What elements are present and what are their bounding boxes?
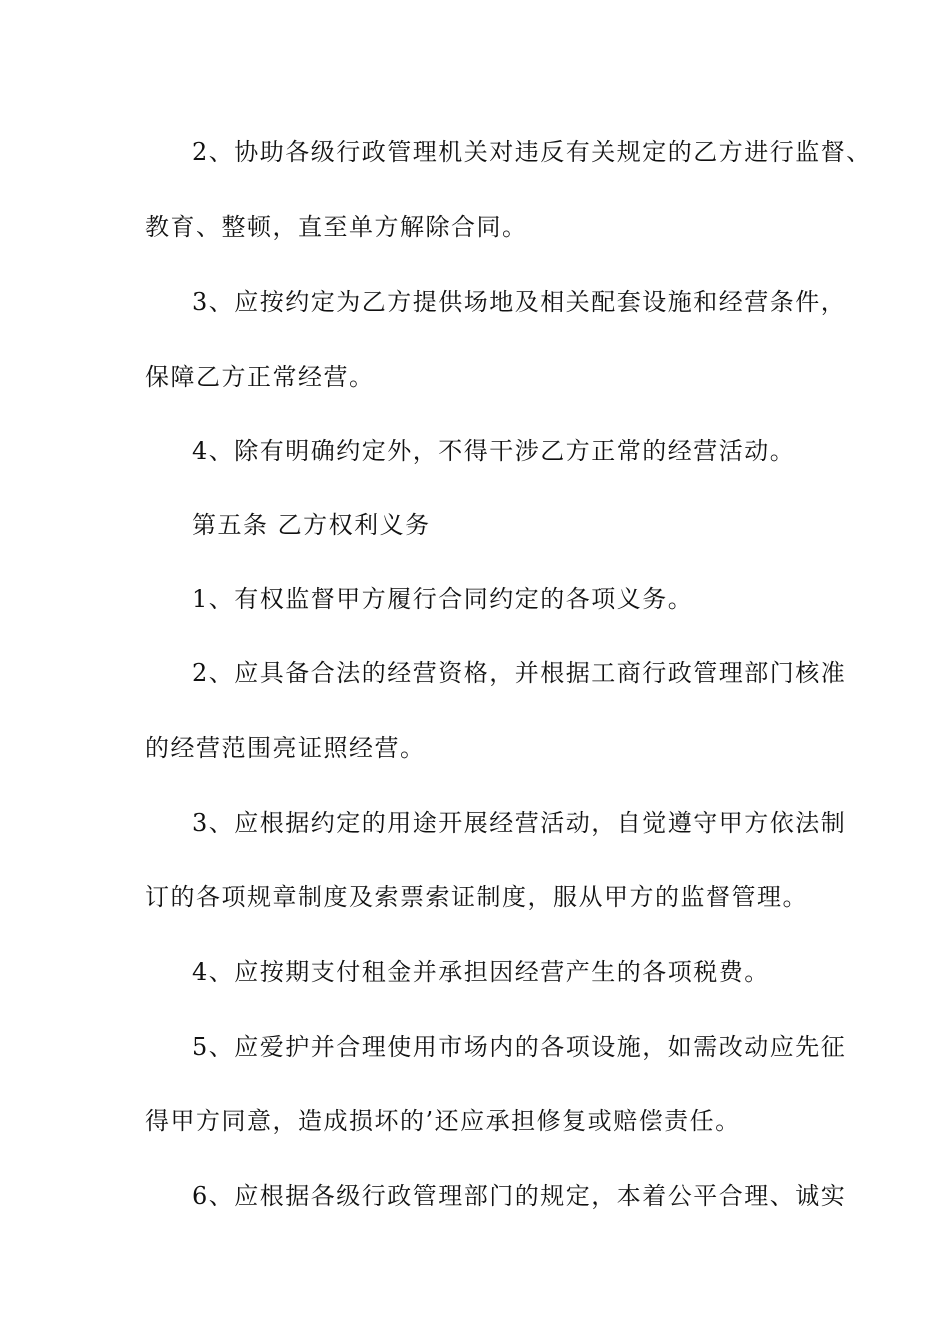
text-line: 得甲方同意，造成损坏的’还应承担修复或赔偿责任。	[145, 1107, 741, 1135]
text-line: 的经营范围亮证照经营。	[145, 734, 426, 762]
text-line: 订的各项规章制度及索票索证制度，服从甲方的监督管理。	[145, 883, 808, 911]
text-line: 4、应按期支付租金并承担因经营产生的各项税费。	[192, 958, 770, 986]
text-line: 5、应爱护并合理使用市场内的各项设施，如需改动应先征	[192, 1033, 847, 1061]
text-line: 3、应根据约定的用途开展经营活动，自觉遵守甲方依法制	[192, 809, 847, 837]
text-line: 3、应按约定为乙方提供场地及相关配套设施和经营条件，	[192, 288, 847, 316]
text-line: 教育、整顿，直至单方解除合同。	[145, 213, 528, 241]
text-line: 1、有权监督甲方履行合同约定的各项义务。	[192, 585, 694, 613]
text-line: 4、除有明确约定外，不得干涉乙方正常的经营活动。	[192, 437, 796, 465]
text-line: 保障乙方正常经营。	[145, 363, 375, 391]
text-line: 2、协助各级行政管理机关对违反有关规定的乙方进行监督、	[192, 138, 872, 166]
text-line: 2、应具备合法的经营资格，并根据工商行政管理部门核准	[192, 659, 847, 687]
text-line: 6、应根据各级行政管理部门的规定，本着公平合理、诚实	[192, 1182, 847, 1210]
section-heading: 第五条 乙方权利义务	[192, 511, 431, 539]
